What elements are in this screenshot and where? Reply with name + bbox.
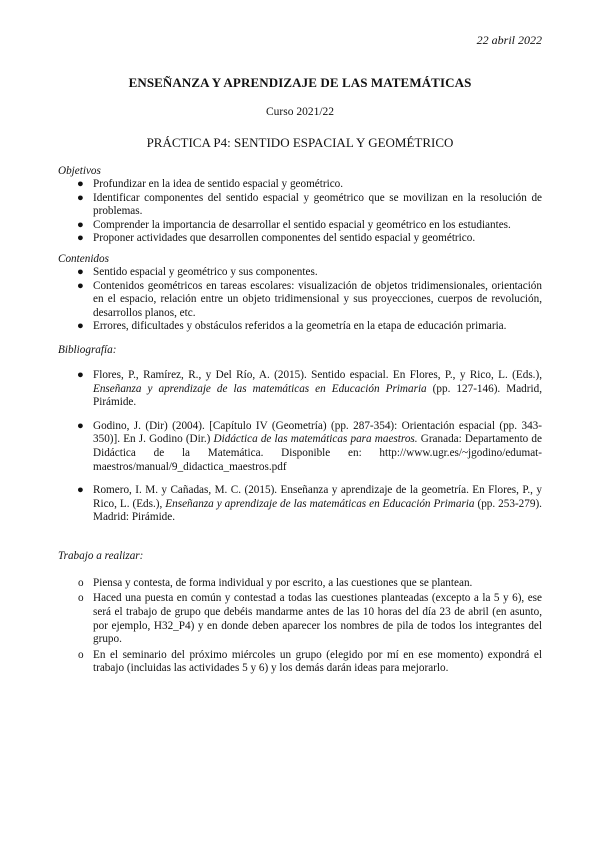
practice-title: PRÁCTICA P4: SENTIDO ESPACIAL Y GEOMÉTRICO bbox=[146, 135, 454, 150]
trabajo-heading: Trabajo a realizar: bbox=[58, 549, 144, 562]
list-item: ● Flores, P., Ramírez, R., y Del Río, A. (2015). Sentido espacial. En Flores, P., y Rico, L. (Eds.), Enseñanza y aprendizaje de las matemáticas en Educación Primaria (pp. 127-146). Madrid, Pirámide. bbox=[77, 368, 542, 409]
list-item: ● Proponer actividades que desarrollen componentes del sentido espacial y geométrico. bbox=[77, 232, 476, 245]
list-item: ● Profundizar en la idea de sentido espacial y geométrico. bbox=[77, 178, 344, 190]
course-label: Curso 2021/22 bbox=[265, 106, 335, 118]
bullet-icon: ● bbox=[77, 368, 84, 381]
bullet-icon: ● bbox=[77, 279, 84, 292]
bullet-icon: ● bbox=[77, 178, 84, 190]
bullet-icon: ● bbox=[77, 419, 84, 432]
circle-bullet-icon: o bbox=[78, 576, 84, 589]
list-item: ● Contenidos geométricos en tareas escolares: visualización de objetos tridimensionales, orientación en el espacio, relación entre un objeto tridimensional y sus proyecciones, cuerpos de revolución, desarrollos planos, etc. bbox=[77, 279, 542, 319]
bullet-icon: ● bbox=[77, 191, 84, 204]
document-title: ENSEÑANZA Y APRENDIZAJE DE LAS MATEMÁTICAS bbox=[128, 75, 472, 90]
list-item: o Haced una puesta en común y contestad a todas las cuestiones planteadas (excepto a la 5 y 6), ese será el trabajo de grupo que debéis mandarme antes de las 10 horas del día 23 de abril (en asunto, por ejemplo, H32_P4) y en donde deben aparecer los nombres de pila de todos los integrantes del grupo. bbox=[78, 592, 542, 646]
bullet-icon: ● bbox=[77, 320, 84, 333]
objetivos-list bbox=[58, 178, 542, 246]
bullet-icon: ● bbox=[77, 265, 84, 278]
document-date: 22 abril 2022 bbox=[476, 33, 542, 47]
bullet-icon: ● bbox=[77, 232, 84, 245]
circle-bullet-icon: o bbox=[78, 592, 84, 605]
contenidos-list bbox=[58, 266, 542, 334]
list-item: ● Godino, J. (Dir) (2004). [Capítulo IV (Geometría) (pp. 287-354): Orientación espacial (pp. 343-350)]. En J. Godino (Dir.) Didáctica de las matemáticas para maestros. Granada: Departamento de Didáctica de la Matemática. Disponible en: http://www.ugr.es/~jgodino/edumat-maestros/manual/9_didactica_maestros.pdf bbox=[77, 419, 542, 473]
list-item: ● Errores, dificultades y obstáculos referidos a la geometría en la etapa de educación primaria. bbox=[77, 320, 507, 333]
list-item: ● Sentido espacial y geométrico y sus componentes. bbox=[77, 265, 318, 278]
list-item: o En el seminario del próximo miércoles un grupo (elegido por mí en ese momento) expondrá el trabajo (incluidas las actividades 5 y 6) y los demás darán ideas para mejorarlo. bbox=[78, 648, 542, 675]
bibliografia-heading: Bibliografía: bbox=[58, 343, 117, 356]
list-item: o Piensa y contesta, de forma individual y por escrito, a las cuestiones que se plantean. bbox=[78, 576, 473, 589]
list-item: ● Comprender la importancia de desarrollar el sentido espacial y geométrico en los estudiantes. bbox=[77, 218, 511, 231]
list-item: ● Romero, I. M. y Cañadas, M. C. (2015). Enseñanza y aprendizaje de la geometría. En Flores, P., y Rico, L. (Eds.), Enseñanza y aprendizaje de las matemáticas en Educación Primaria (pp. 253-279). Madrid: Pirámide. bbox=[77, 484, 542, 524]
circle-bullet-icon: o bbox=[78, 648, 84, 661]
contenidos-heading: Contenidos bbox=[58, 252, 109, 265]
list-item: ● Identificar componentes del sentido espacial y geométrico que se movilizan en la resolución de problemas. bbox=[77, 191, 542, 218]
bullet-icon: ● bbox=[77, 484, 84, 497]
trabajo-list bbox=[58, 577, 542, 676]
objetivos-heading: Objetivos bbox=[58, 165, 101, 177]
bibliografia-list bbox=[58, 369, 542, 525]
document-body bbox=[58, 164, 542, 678]
bullet-icon: ● bbox=[77, 218, 84, 231]
